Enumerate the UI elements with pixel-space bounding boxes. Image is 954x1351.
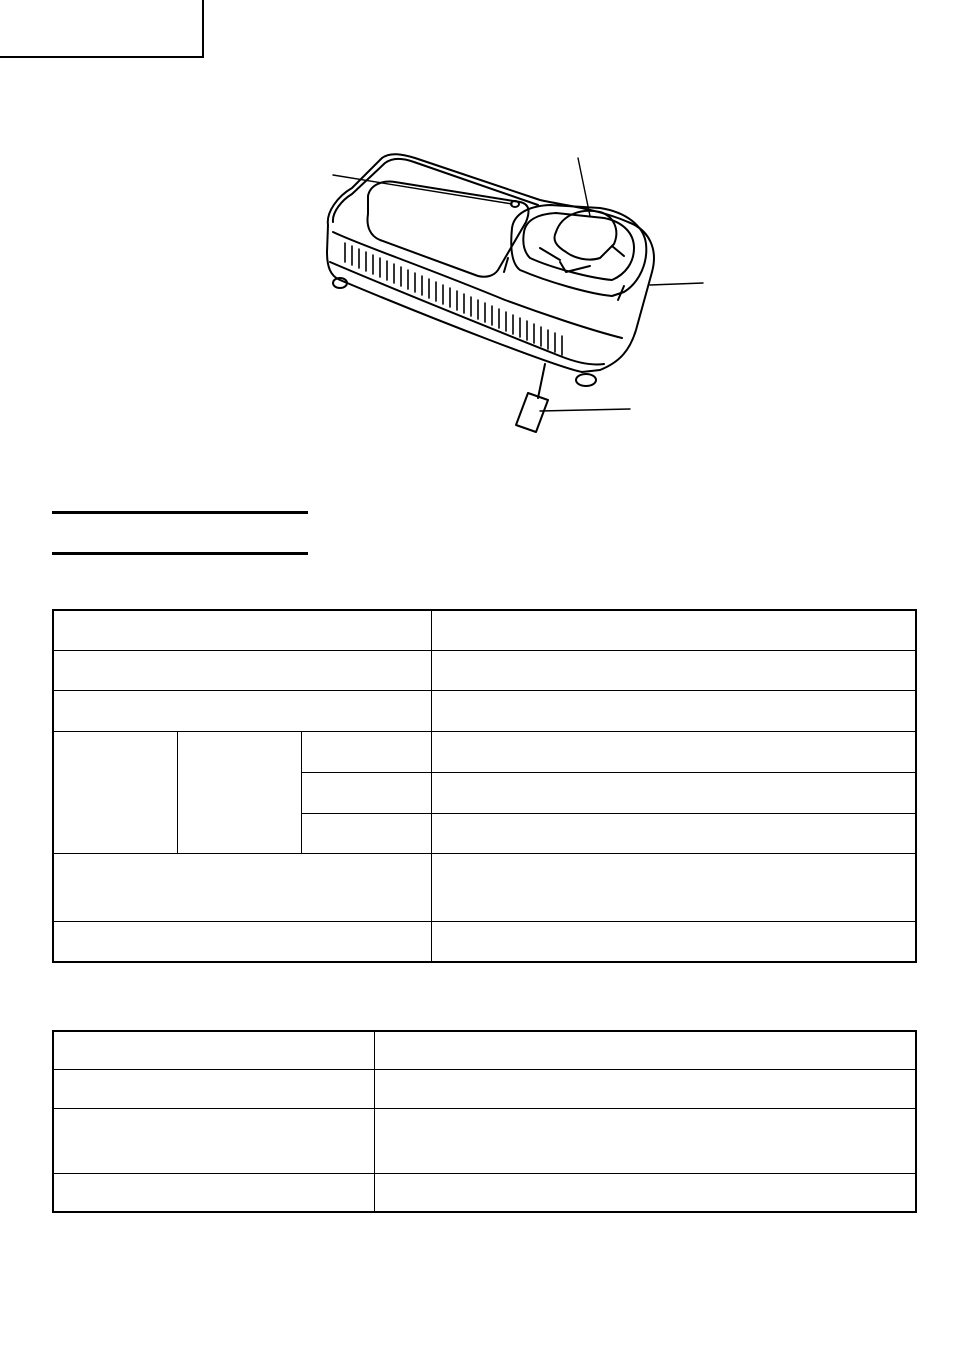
table-row xyxy=(53,1069,916,1108)
heading-underline-2 xyxy=(52,552,308,555)
table-row xyxy=(53,1031,916,1069)
table-row xyxy=(53,690,916,731)
leader-line-4 xyxy=(540,409,630,411)
charger-body xyxy=(327,154,654,372)
right-foot xyxy=(576,374,596,386)
table-row xyxy=(53,853,916,921)
accessories-table xyxy=(52,1030,917,1213)
table-row xyxy=(53,731,916,772)
table-row xyxy=(53,650,916,690)
table-row xyxy=(53,921,916,962)
power-cord xyxy=(538,364,545,398)
table-row xyxy=(53,610,916,650)
table-row xyxy=(53,1108,916,1173)
leader-line-3 xyxy=(650,283,703,285)
specifications-table xyxy=(52,609,917,963)
charger-illustration xyxy=(300,150,720,440)
heading-underline-1 xyxy=(52,511,308,514)
vent-slots xyxy=(345,243,562,355)
power-plug xyxy=(516,393,548,432)
table-row xyxy=(53,1173,916,1212)
language-tab xyxy=(0,0,204,58)
leader-line-1 xyxy=(333,175,512,204)
